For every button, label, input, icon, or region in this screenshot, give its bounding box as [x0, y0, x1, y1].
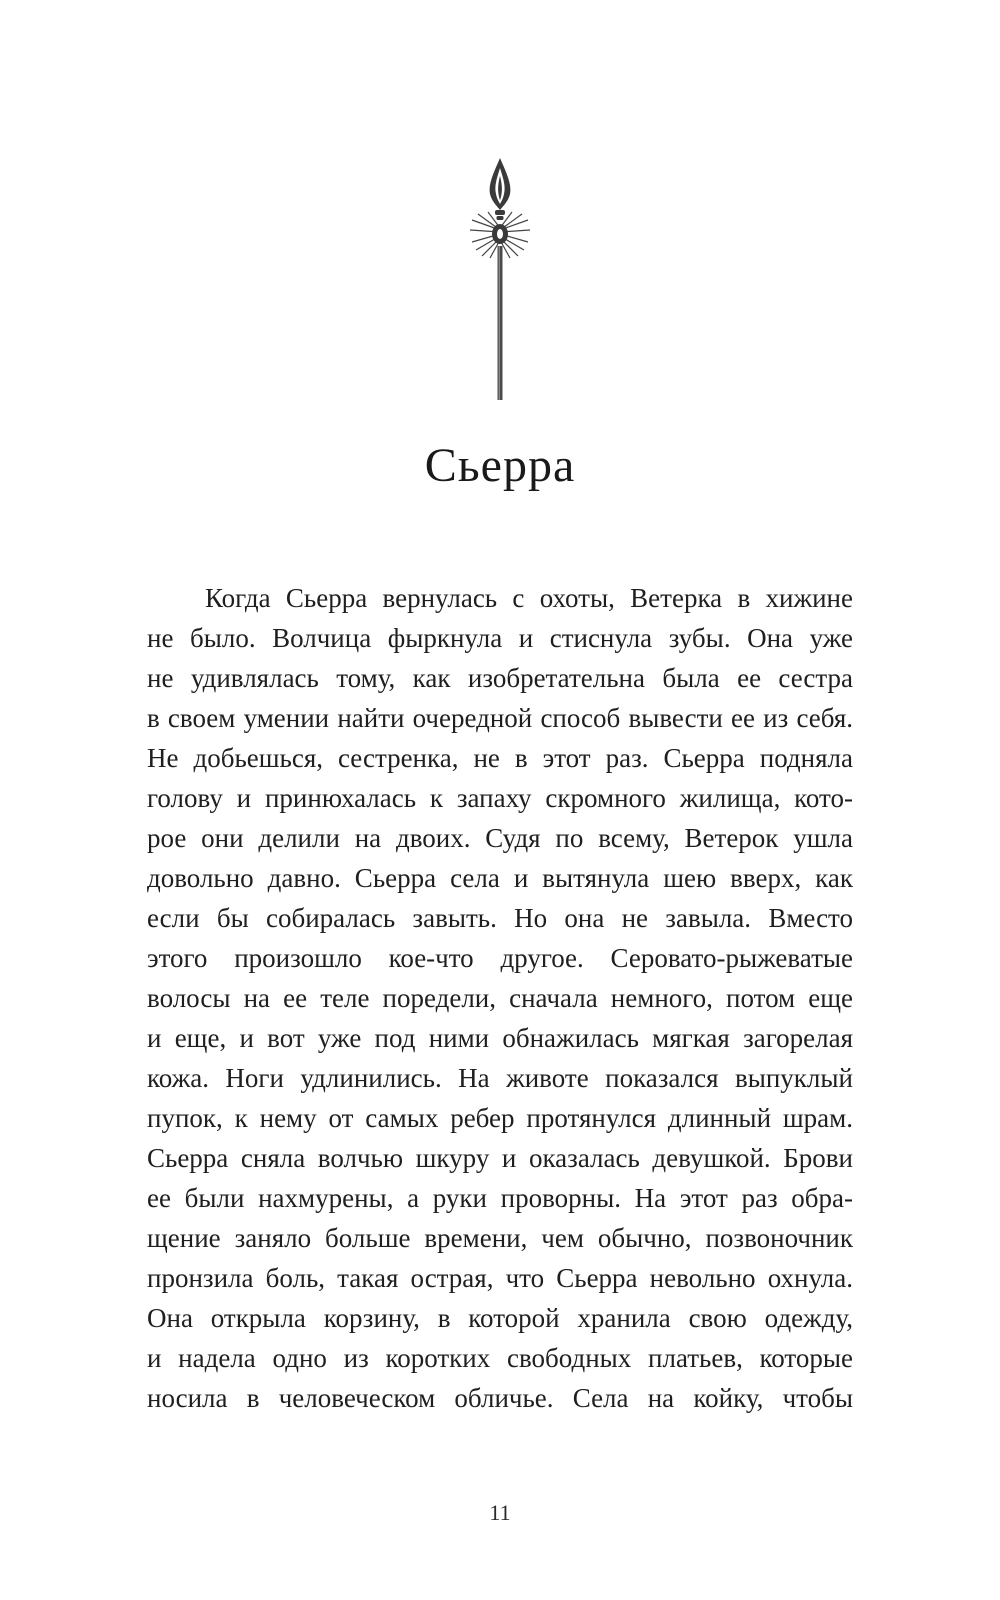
- text-line: щение заняло больше времени, чем обычно, позвоночник: [147, 1223, 853, 1253]
- text-line: этого произошло кое-что другое. Серовато-рыжеватые: [147, 943, 853, 973]
- text-line: Она открыла корзину, в которой хранила свою одежду,: [147, 1303, 853, 1333]
- text-line: волосы на ее теле поредели, сначала немного, потом еще: [147, 983, 853, 1013]
- text-line: и еще, и вот уже под ними обнажилась мягкая загорелая: [147, 1023, 853, 1053]
- text-line: если бы собиралась завыть. Но она не завыла. Вместо: [147, 903, 853, 933]
- text-line: Сьерра сняла волчью шкуру и оказалась девушкой. Брови: [147, 1143, 853, 1173]
- text-line: рое они делили на двоих. Судя по всему, Ветерок ушла: [147, 823, 853, 853]
- text-line: в своем умении найти очередной способ вывести ее из себя.: [147, 703, 853, 733]
- text-line: носила в человеческом обличье. Села на койку, чтобы: [147, 1383, 853, 1413]
- text-line: ее были нахмурены, а руки проворны. На этот раз обра-: [147, 1183, 853, 1213]
- chapter-body: [147, 578, 853, 1418]
- text-line: пупок, к нему от самых ребер протянулся длинный шрам.: [147, 1103, 853, 1133]
- text-line: Не добьешься, сестренка, не в этот раз. Сьерра подняла: [147, 743, 853, 773]
- text-line: не было. Волчица фыркнула и стиснула зубы. Она уже: [147, 623, 853, 653]
- chapter-title: Сьерра: [424, 439, 576, 492]
- text-line: не удивлялась тому, как изобретательна была ее сестра: [147, 663, 853, 693]
- spear-icon: [440, 150, 560, 410]
- page-number: 11: [489, 1500, 511, 1525]
- text-line: и надела одно из коротких свободных платьев, которые: [147, 1343, 853, 1373]
- text-line: довольно давно. Сьерра села и вытянула шею вверх, как: [147, 863, 853, 893]
- text-line: голову и принюхалась к запаху скромного жилища, кото-: [147, 783, 853, 813]
- text-line: Когда Сьерра вернулась с охоты, Ветерка в хижине: [205, 583, 853, 613]
- text-line: пронзила боль, такая острая, что Сьерра невольно охнула.: [147, 1263, 853, 1293]
- text-line: кожа. Ноги удлинились. На животе показался выпуклый: [147, 1063, 853, 1093]
